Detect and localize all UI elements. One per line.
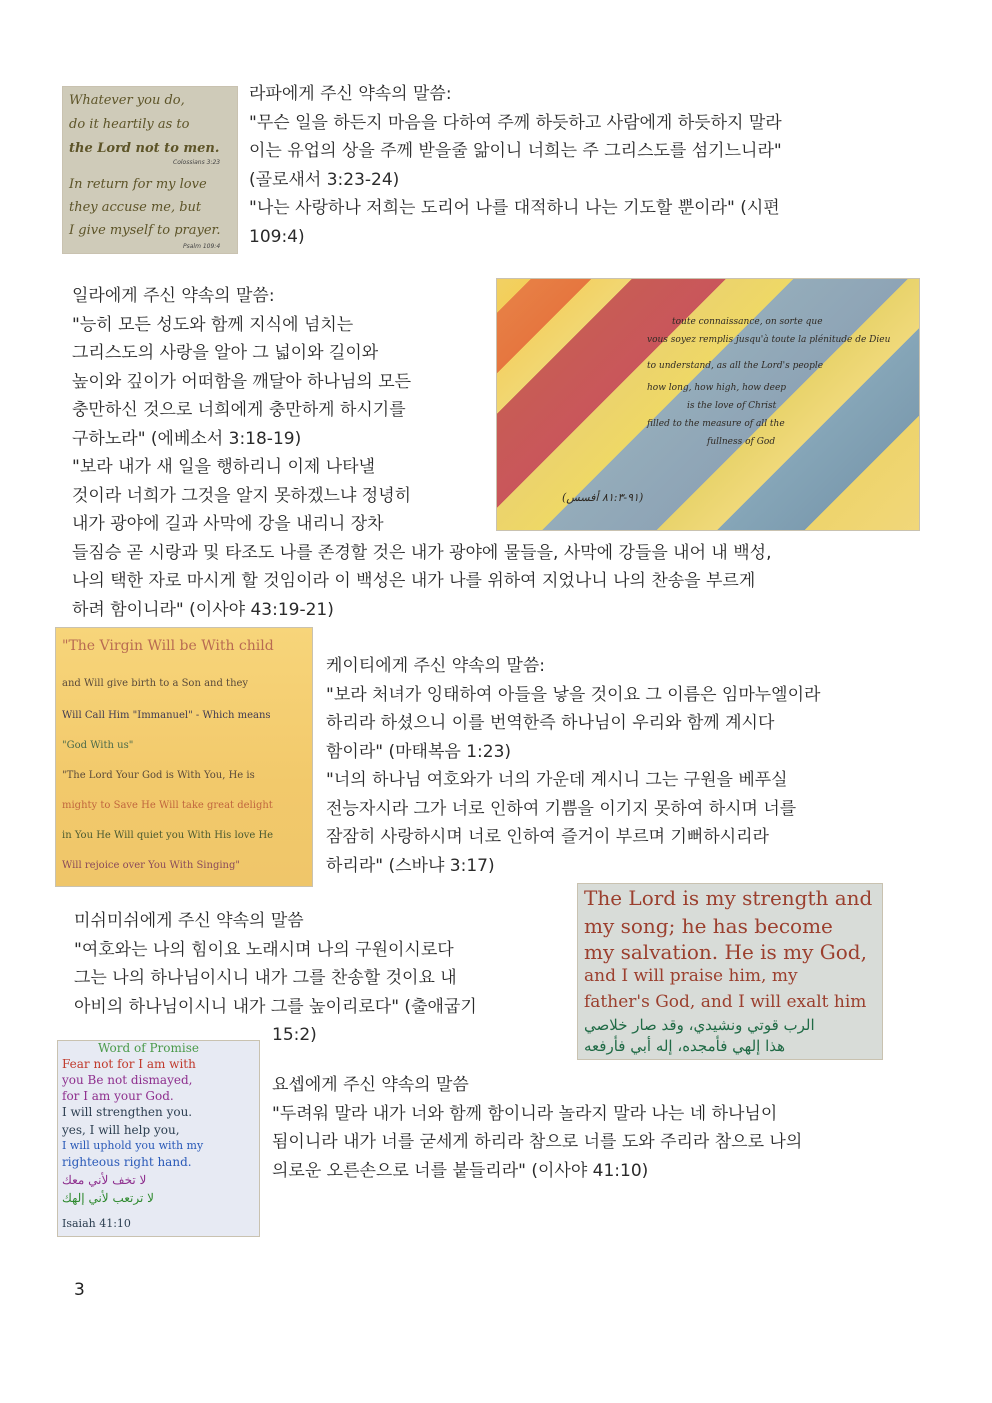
mishmish-line: "여호와는 나의 힘이요 노래시며 나의 구원이시로다 (74, 939, 454, 960)
card-line: Will Call Him "Immanuel" - Which means (62, 710, 271, 721)
card-line: for I am your God. (62, 1089, 174, 1103)
illa-line: 들짐승 곧 시랑과 및 타조도 나를 존경할 것은 내가 광야에 물들을, 사막에 강들을 내어 내 백성, (72, 542, 772, 563)
illa-line: "보라 내가 새 일을 행하리니 이제 나타낼 (72, 457, 375, 477)
card-line: my salvation. He is my God, (584, 940, 867, 964)
card-line: righteous right hand. (62, 1155, 192, 1169)
katie-heading: 케이티에게 주신 약속의 말씀: (326, 656, 546, 676)
mishmish-line: 15:2) (272, 1025, 317, 1045)
katie-line: 함이라" (마태복음 1:23) (326, 741, 512, 762)
card-line: the Lord not to men. (69, 141, 220, 156)
katie-line: 하리라 하셨으니 이를 번역한즉 하나님이 우리와 함께 계시다 (326, 713, 775, 733)
card-line: Word of Promise (98, 1041, 199, 1055)
katie-line: 전능자시라 그가 너로 인하여 기쁨을 이기지 못하여 하시며 너를 (326, 798, 797, 819)
katie-line: "보라 처녀가 잉태하여 아들을 낳을 것이요 그 이름은 임마누엘이라 (326, 684, 821, 705)
card-line: they accuse me, but (69, 200, 202, 215)
card-line: is the love of Christ (687, 401, 777, 411)
illa-line: 그리스도의 사랑을 알아 그 넓이와 길이와 (72, 343, 379, 363)
immanuel-handwritten-card (55, 627, 313, 887)
rainbow-handwritten-card (496, 278, 920, 531)
joseph-promise-text (272, 1071, 802, 1185)
card-line: and I will praise him, my (584, 966, 798, 986)
card-line: and Will give birth to a Son and they (62, 678, 249, 689)
illa-line: 구하노라" (에베소서 3:18-19) (72, 428, 302, 449)
card-line: to understand, as all the Lord's people (647, 361, 824, 371)
mishmish-heading: 미쉬미쉬에게 주신 약속의 말씀 (74, 911, 304, 931)
card-line: الرب قوتي ونشيدي، وقد صار خلاصي (584, 1016, 815, 1034)
illa-line: 높이와 깊이가 어떠함을 깨달아 하나님의 모든 (72, 371, 412, 392)
illa-line: 내가 광야에 길과 사막에 강을 내리니 장차 (72, 514, 384, 534)
illa-line: 충만하신 것으로 너희에게 충만하게 하시기를 (72, 400, 406, 420)
card-line: do it heartily as to (69, 117, 190, 132)
card-line: I will uphold you with my (62, 1139, 204, 1152)
illa-heading: 일라에게 주신 약속의 말씀: (72, 286, 275, 306)
card-note: Psalm 109:4 (183, 243, 221, 250)
katie-line: 하리라" (스바냐 3:17) (326, 855, 495, 876)
colossians-handwritten-card (62, 86, 238, 254)
card-line: The Lord is my strength and (584, 886, 873, 910)
katie-line: "너의 하나님 여호와가 너의 가운데 계시니 그는 구원을 베푸실 (326, 770, 788, 790)
rafa-line: "나는 사랑하나 저희는 도리어 나를 대적하니 나는 기도할 뿐이라" (시편 (249, 198, 780, 218)
rafa-line: 109:4) (249, 226, 305, 247)
card-line: Isaiah 41:10 (62, 1217, 131, 1230)
card-line: لا تخف لأني معك (62, 1173, 147, 1187)
joseph-line: 의로운 오른손으로 너를 붙들리라" (이사야 41:10) (272, 1160, 649, 1181)
joseph-heading: 요셉에게 주신 약속의 말씀 (272, 1075, 469, 1095)
page-number: 3 (74, 1280, 85, 1300)
katie-line: 잠잠히 사랑하시며 너로 인하여 즐거이 부르며 기뻐하시리라 (326, 827, 769, 847)
card-line: Will rejoice over You With Singing" (62, 860, 240, 871)
rafa-line: 이는 유업의 상을 주께 받을줄 앎이니 너희는 주 그리스도를 섬기느니라" (249, 141, 782, 161)
mishmish-line: 아비의 하나님이시니 내가 그를 높이리로다" (출애굽기 (74, 996, 477, 1017)
card-note: Colossians 3:23 (173, 159, 221, 166)
exodus-handwritten-card (577, 883, 883, 1060)
illa-line: "능히 모든 성도와 함께 지식에 넘치는 (72, 314, 354, 335)
card-line: fullness of God (707, 437, 776, 447)
card-line: لا ترتعب لأني إلهك (62, 1191, 154, 1205)
mishmish-reference-tail (272, 1021, 317, 1050)
card-line: my song; he has become (584, 914, 833, 938)
isaiah-handwritten-card (57, 1040, 260, 1237)
card-line: Fear not for I am with (62, 1057, 196, 1071)
card-line: father's God, and I will exalt him (584, 992, 867, 1012)
card-line: you Be not dismayed, (62, 1073, 193, 1087)
katie-promise-text (326, 652, 820, 880)
card-line: yes, I will help you, (62, 1123, 180, 1137)
card-line: "God With us" (62, 740, 134, 751)
rafa-heading: 라파에게 주신 약속의 말씀: (249, 84, 452, 104)
card-line: mighty to Save He Will take great delight (62, 800, 273, 811)
card-line: Whatever you do, (69, 93, 185, 108)
card-line: filled to the measure of all the (647, 419, 785, 429)
card-line: "The Virgin Will be With child (62, 638, 274, 654)
rafa-line: (골로새서 3:23-24) (249, 169, 400, 190)
card-line: هذا إلهي فأمجده، إله أبي فأرفعه (584, 1037, 786, 1055)
card-line: "The Lord Your God is With You, He is (62, 770, 255, 781)
card-line: in You He Will quiet you With His love He (62, 830, 274, 841)
illa-line: 하려 함이니라" (이사야 43:19-21) (72, 599, 334, 620)
joseph-line: "두려워 말라 내가 너와 함께 함이니라 놀라지 말라 나는 네 하나님이 (272, 1103, 778, 1124)
card-line: I give myself to prayer. (69, 223, 221, 238)
card-line: In return for my love (69, 177, 207, 192)
card-line: how long, how high, how deep (647, 383, 787, 393)
card-line: toute connaissance, on sorte que (672, 317, 823, 327)
mishmish-promise-text (74, 907, 477, 1021)
card-line: I will strengthen you. (62, 1105, 193, 1119)
mishmish-line: 그는 나의 하나님이시니 내가 그를 찬송할 것이요 내 (74, 968, 457, 988)
illa-line: 것이라 너희가 그것을 알지 못하겠느냐 정녕히 (72, 485, 412, 506)
card-line: (٩١-٨١:٣ أفسس) (562, 491, 644, 504)
card-line: vous soyez remplis jusqu'à toute la plénitude de Dieu (647, 335, 891, 345)
rafa-promise-text (249, 80, 782, 251)
rafa-line: "무슨 일을 하든지 마음을 다하여 주께 하듯하고 사람에게 하듯하지 말라 (249, 112, 782, 133)
joseph-line: 됨이니라 내가 너를 굳세게 하리라 참으로 너를 도와 주리라 참으로 나의 (272, 1132, 803, 1152)
illa-line: 나의 택한 자로 마시게 할 것임이라 이 백성은 내가 나를 위하여 지었나니 나의 찬송을 부르게 (72, 571, 756, 591)
